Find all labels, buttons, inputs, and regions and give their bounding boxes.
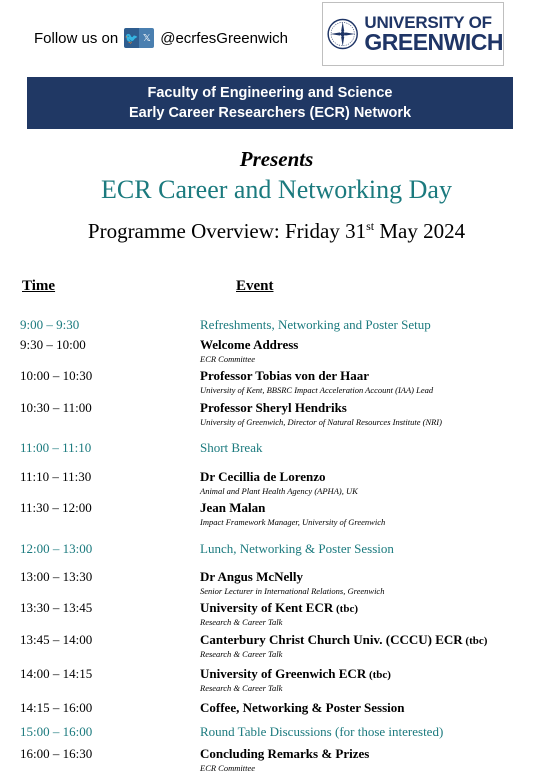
schedule-event: Dr Cecillia de Lorenzo: [200, 469, 326, 484]
schedule-time: 15:00 – 16:00: [20, 724, 93, 739]
banner-line-2: Early Career Researchers (ECR) Network: [128, 105, 412, 121]
schedule-time: 14:00 – 14:15: [20, 666, 93, 681]
schedule-time: 9:30 – 10:00: [20, 337, 86, 352]
schedule-event: Lunch, Networking & Poster Session: [200, 541, 394, 556]
schedule-time: 10:00 – 10:30: [20, 368, 93, 383]
schedule-event: Professor Tobias von der Haar: [200, 368, 370, 383]
compass-seal-icon: [327, 7, 358, 61]
follow-label: Follow us on: [34, 29, 119, 47]
schedule-event-detail: Senior Lecturer in International Relations, Greenwich: [200, 586, 385, 596]
schedule-event: University of Greenwich ECR (tbc): [200, 666, 391, 681]
social-follow: [34, 28, 288, 48]
schedule-event-detail: Research & Career Talk: [200, 649, 283, 659]
tbc-tag: (tbc): [333, 603, 358, 615]
programme-date: Programme Overview: Friday 31st May 2024: [87, 219, 466, 243]
schedule-event: Jean Malan: [200, 500, 266, 515]
schedule-event: Dr Angus McNelly: [200, 569, 304, 584]
schedule-time: 13:00 – 13:30: [20, 569, 93, 584]
schedule-time: 13:45 – 14:00: [20, 632, 93, 647]
schedule-time: 11:00 – 11:10: [20, 440, 92, 455]
schedule-time: 16:00 – 16:30: [20, 746, 93, 761]
schedule-event-detail: Impact Framework Manager, University of Greenwich: [200, 517, 386, 527]
social-handle[interactable]: @ecrfesGreenwich: [160, 29, 288, 47]
schedule-event: Canterbury Christ Church Univ. (CCCU) ECR (tbc): [200, 632, 488, 647]
schedule-event-detail: Research & Career Talk: [200, 617, 283, 627]
university-name-bottom: GREENWICH: [364, 29, 503, 55]
schedule-time: 14:15 – 16:00: [20, 700, 93, 715]
schedule-time: 11:30 – 12:00: [20, 500, 92, 515]
schedule-event-detail: University of Kent, BBSRC Impact Acceleration Account (IAA) Lead: [200, 385, 434, 395]
column-header-time: Time: [22, 278, 56, 294]
banner-line-1: Faculty of Engineering and Science: [147, 85, 393, 101]
schedule-event-detail: Animal and Plant Health Agency (APHA), UK: [200, 486, 358, 496]
schedule-event: Short Break: [200, 440, 263, 455]
schedule-event: Round Table Discussions (for those interested): [200, 724, 444, 739]
schedule-event-detail: University of Greenwich, Director of Natural Resources Institute (NRI): [200, 417, 442, 427]
tbc-tag: (tbc): [366, 669, 391, 681]
schedule-time: 10:30 – 11:00: [20, 400, 92, 415]
faculty-banner: [27, 77, 513, 129]
schedule-event: Concluding Remarks & Prizes: [200, 746, 370, 761]
schedule-event: Refreshments, Networking and Poster Setup: [200, 317, 431, 332]
event-title: ECR Career and Networking Day: [101, 175, 452, 204]
schedule-event: Professor Sheryl Hendriks: [200, 400, 347, 415]
column-header-event: Event: [236, 278, 274, 294]
schedule-event-detail: Research & Career Talk: [200, 683, 283, 693]
schedule-time: 9:00 – 9:30: [20, 317, 80, 332]
tbc-tag: (tbc): [462, 635, 488, 647]
schedule-event: University of Kent ECR (tbc): [200, 600, 358, 615]
schedule-event: Coffee, Networking & Poster Session: [200, 700, 405, 715]
twitter-x-icon[interactable]: 🐦 𝕏: [124, 28, 154, 48]
schedule-time: 11:10 – 11:30: [20, 469, 92, 484]
schedule-time: 13:30 – 13:45: [20, 600, 93, 615]
presents-heading: Presents: [239, 147, 314, 171]
schedule-event: Welcome Address: [200, 337, 299, 352]
schedule-event-detail: ECR Committee: [200, 763, 256, 773]
university-name-top: UNIVERSITY OF: [364, 13, 492, 32]
university-logo: [322, 2, 504, 66]
schedule-event-detail: ECR Committee: [200, 354, 256, 364]
schedule-time: 12:00 – 13:00: [20, 541, 93, 556]
